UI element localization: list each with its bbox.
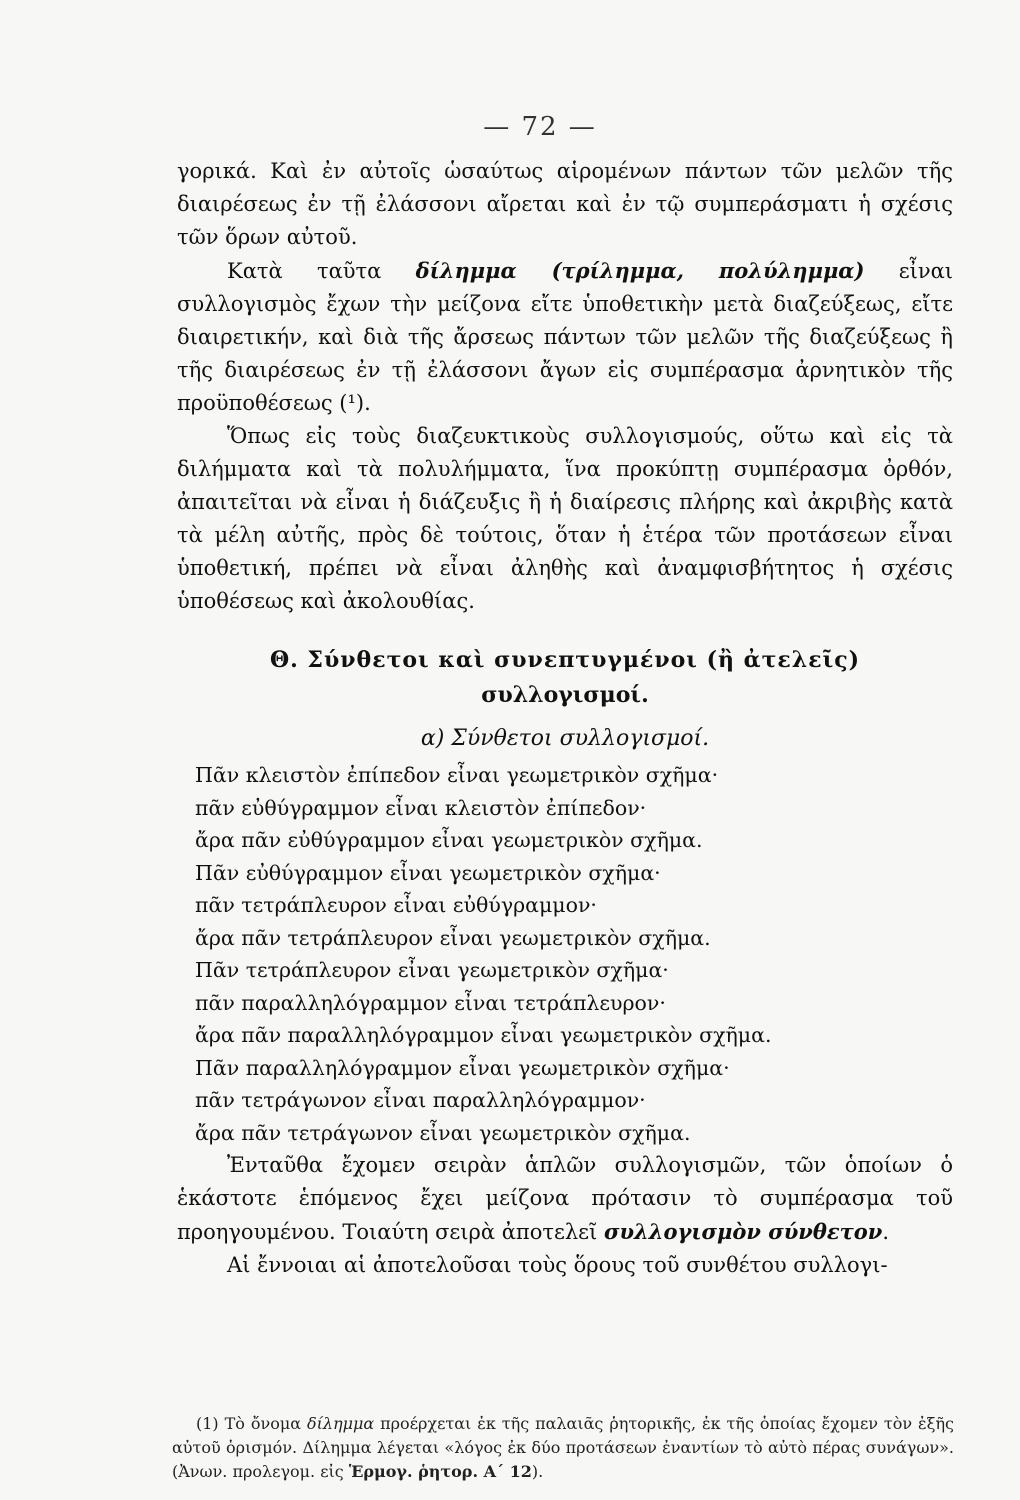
syllogism-line: ἄρα πᾶν τετράγωνον εἶναι γεωμετρικὸν σχῆμα.	[195, 1120, 691, 1145]
syllogism-line: Πᾶν κλειστὸν ἐπίπεδον εἶναι γεωμετρικὸν σχῆμα·	[195, 763, 719, 787]
page-number: — 72 —	[483, 112, 597, 142]
compound-syllogism-term: συλλογισμὸν σύνθετον	[603, 1219, 883, 1244]
syllogism-chain	[177, 759, 953, 1149]
syllogism-line: πᾶν τετράγωνον εἶναι παραλληλόγραμμον·	[195, 1088, 646, 1112]
paragraph-2-rest: εἶναι συλλογισμὸς ἔχων τὴν μείζονα εἴτε ὑποθετικὴν μετὰ διαζεύξεως, εἴτε διαιρετικήν, καὶ διὰ τῆς ἄρσεως πάντων τῶν μελῶν τῆς διαζεύξεως ἢ τῆς διαιρέσεως ἐν τῇ ἐλάσσονι ἄγων εἰς συμπέρασμα ἀρνητικὸν τῆς προϋποθέσεως (¹).	[177, 259, 953, 415]
footnote-reference: Ἑρμογ. ῥητορ. Α΄ 12	[348, 1462, 532, 1481]
syllogism-line: πᾶν εὐθύγραμμον εἶναι κλειστὸν ἐπίπεδον·	[195, 795, 647, 820]
paragraph-4-lead: Ἐνταῦθα ἔχομεν σειρὰν ἁπλῶν συλλογισμῶν, τῶν ὁποίων ὁ ἑκάστοτε ἑπόμενος ἔχει μείζονα πρότασιν τὸ συμπέρασμα τοῦ προηγουμένου. Τοιαύτη σειρὰ ἀποτελεῖ	[177, 1153, 953, 1244]
paragraph-5: Αἱ ἔννοιαι αἱ ἀποτελοῦσαι τοὺς ὅρους τοῦ συνθέτου συλλογι-	[227, 1253, 888, 1277]
paragraph-3: Ὅπως εἰς τοὺς διαζευκτικοὺς συλλογισμούς, οὕτω καὶ εἰς τὰ διλήμματα καὶ τὰ πολυλήμματα, ἵνα προκύπτῃ συμπέρασμα ὀρθόν, ἀπαιτεῖται νὰ εἶναι ἡ διάζευξις ἢ ἡ διαίρεσις πλήρης καὶ ἀκριβὴς κατὰ τὰ μέλη αὐτῆς, πρὸς δὲ τούτοις, ὅταν ἡ ἑτέρα τῶν προτάσεων εἶναι ὑποθετική, πρέπει νὰ εἶναι ἀληθὴς καὶ ἀναμφισβήτητος ἡ σχέσις ὑποθέσεως καὶ ἀκολουθίας.	[177, 424, 953, 613]
syllogism-line: ἄρα πᾶν τετράπλευρον εἶναι γεωμετρικὸν σχῆμα.	[195, 925, 711, 950]
paragraph-4	[177, 1149, 953, 1249]
subsection-title: α) Σύνθετοι συλλογισμοί.	[420, 726, 710, 751]
syllogism-line: Πᾶν τετράπλευρον εἶναι γεωμετρικὸν σχῆμα·	[195, 958, 669, 982]
paragraph-2	[177, 254, 953, 420]
dilemma-term: δίλημμα (τρίλημμα, πολύλημμα)	[415, 258, 865, 283]
footnote-mid: προέρχεται ἐκ τῆς παλαιᾶς ῥητορικῆς, ἐκ τῆς ὁποίας ἔχομεν τὸν ἑξῆς αὐτοῦ ὁρισμόν. Δίλημμα λέγεται «λόγος ἐκ δύο προτάσεων ἐναντίων τὸ αὐτὸ πέρας συνάγων». (Ἀνων. προλεγομ. εἰς	[172, 1414, 954, 1481]
syllogism-line: πᾶν παραλληλόγραμμον εἶναι τετράπλευρον·	[195, 990, 666, 1015]
syllogism-line: ἄρα πᾶν παραλληλόγραμμον εἶναι γεωμετρικὸν σχῆμα.	[195, 1023, 772, 1047]
footnote-end: ).	[531, 1462, 544, 1481]
paragraph-4-end: .	[882, 1220, 890, 1244]
paragraph-1: γορικά. Καὶ ἐν αὐτοῖς ὡσαύτως αἱρομένων πάντων τῶν μελῶν τῆς διαιρέσεως ἐν τῇ ἐλάσσονι αἴρεται καὶ ἐν τῷ συμπεράσματι ἡ σχέσις τῶν ὅρων αὐτοῦ.	[177, 159, 953, 249]
syllogism-line: πᾶν τετράπλευρον εἶναι εὐθύγραμμον·	[195, 893, 597, 917]
page-body	[177, 155, 953, 1282]
syllogism-line: Πᾶν παραλληλόγραμμον εἶναι γεωμετρικὸν σχῆμα·	[195, 1055, 730, 1080]
section-title: Θ. Σύνθετοι καὶ συνεπτυγμένοι (ἢ ἀτελεῖς)	[269, 647, 861, 673]
syllogism-line: ἄρα πᾶν εὐθύγραμμον εἶναι γεωμετρικὸν σχῆμα.	[195, 828, 703, 852]
syllogism-line: Πᾶν εὐθύγραμμον εἶναι γεωμετρικὸν σχῆμα·	[195, 860, 661, 885]
footnote-term: δίλημμα	[306, 1414, 375, 1433]
paragraph-2-lead: Κατὰ ταῦτα	[227, 259, 416, 283]
footnote	[172, 1412, 954, 1484]
section-title-line-2: συλλογισμοί.	[481, 682, 649, 708]
footnote-lead: (1) Τὸ ὄνομα	[196, 1414, 307, 1433]
